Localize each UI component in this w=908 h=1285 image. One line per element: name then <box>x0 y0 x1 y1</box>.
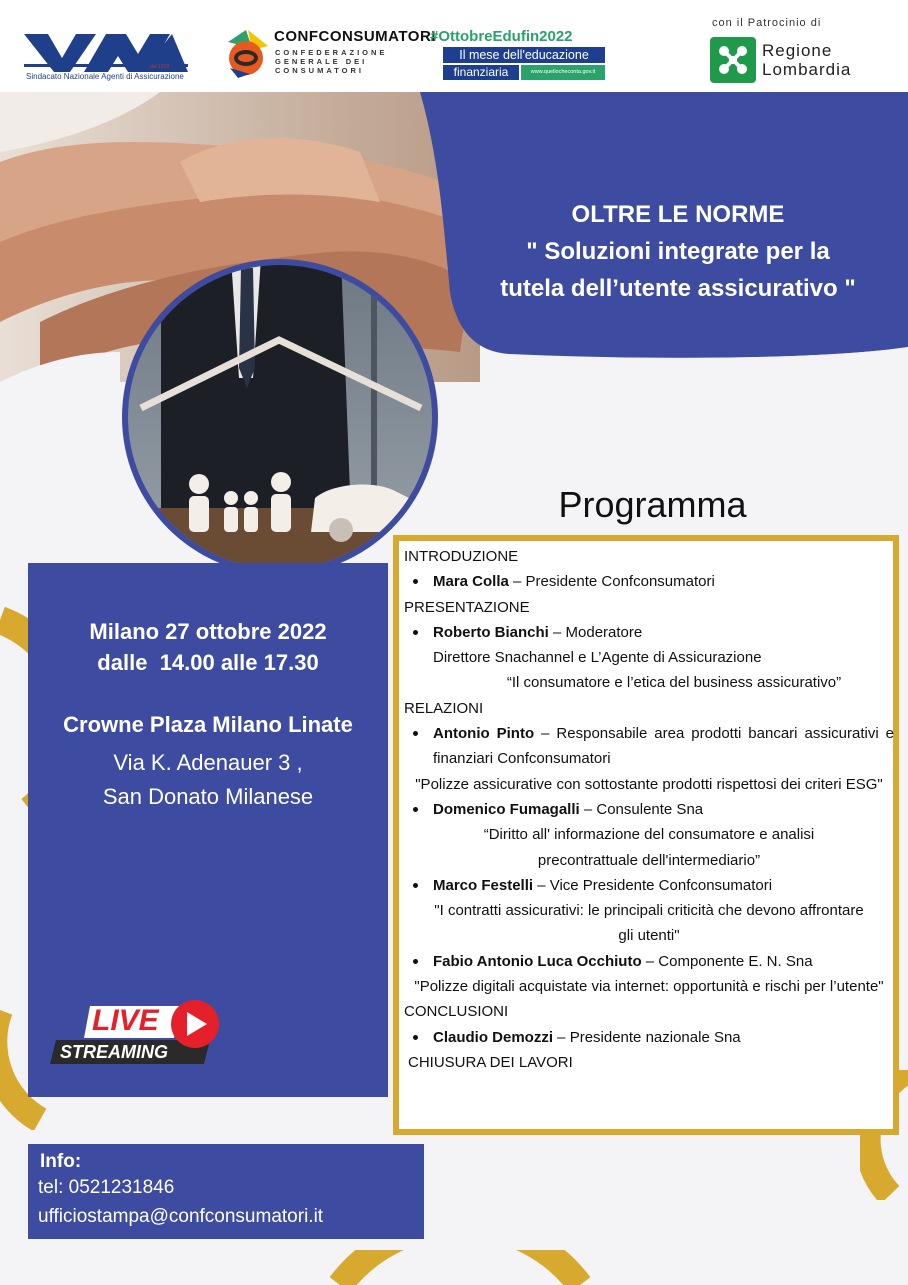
title-line-3: tutela dell’utente assicurativo " <box>500 275 856 302</box>
address-line-2: San Donato Milanese <box>102 784 314 809</box>
regione-lombardia-logo-icon <box>710 37 756 83</box>
address-line-1: Via K. Adenauer 3 , <box>113 750 303 775</box>
event-date-text: Milano 27 ottobre 2022 <box>89 619 327 644</box>
live-label: LIVE <box>92 1004 159 1037</box>
talk-title: “Il consumatore e l’etica del business assicurativo” <box>506 674 842 692</box>
info-heading: Info: <box>40 1151 82 1172</box>
speaker-role: – Vice Presidente Confconsumatori <box>533 876 773 894</box>
talk-title: "Polizze assicurative con sottostante prodotti rispettosi dei criteri ESG" <box>415 775 883 793</box>
speaker-role: – Presidente nazionale Sna <box>553 1028 741 1046</box>
sna-year: dal 1919 <box>150 64 170 70</box>
talk-title: "I contratti assicurativi: le principali criticità che devono affrontare gli utenti" <box>434 902 864 945</box>
section-introduzione: INTRODUZIONE <box>404 548 519 565</box>
event-venue: Crowne Plaza Milano Linate <box>63 712 353 737</box>
speaker-role: – Consulente Sna <box>579 800 704 818</box>
section-chiusura: CHIUSURA DEI LAVORI <box>408 1053 573 1071</box>
edufin-line2: finanziaria <box>443 65 519 80</box>
event-time-text: dalle 14.00 alle 17.30 <box>97 650 319 675</box>
section-presentazione: PRESENTAZIONE <box>404 598 530 616</box>
section-relazioni: RELAZIONI <box>404 699 484 717</box>
patronage-label: con il Patrocinio di <box>712 17 822 29</box>
confconsumatori-title: CONFCONSUMATORI <box>274 28 436 45</box>
speaker-name: Roberto Bianchi <box>433 623 549 641</box>
title-line-1: OLTRE LE NORME <box>571 201 785 228</box>
speaker-role-detail: Direttore Snachannel e L’Agente di Assicurazione <box>433 649 762 667</box>
programme-list <box>404 544 894 1075</box>
confconsumatori-subtitle: CONFEDERAZIONE GENERALE DEI CONSUMATORI <box>275 48 388 75</box>
title-line-2: " Soluzioni integrate per la <box>526 238 830 265</box>
speaker-name: Mara Colla <box>433 573 509 591</box>
speaker-demozzi <box>404 1025 894 1050</box>
info-email: ufficiostampa@confconsumatori.it <box>38 1206 324 1227</box>
speaker-name: Antonio Pinto <box>433 725 535 743</box>
talk-title: “Diritto all' informazione del consumatore e analisi precontrattuale dell'intermediario” <box>483 826 815 869</box>
event-address <box>28 746 388 814</box>
speaker-name: Marco Festelli <box>433 876 534 894</box>
sna-subtitle: Sindacato Nazionale Agenti di Assicurazione <box>26 72 184 81</box>
speaker-role: – Responsabile area prodotti bancari assicurativi e finanziari Confconsumatori <box>433 725 894 768</box>
edufin-hashtag: #OttobreEdufin2022 <box>430 28 573 45</box>
speaker-pinto <box>404 721 894 772</box>
speaker-occhiuto <box>404 949 894 974</box>
info-phone: tel: 0521231846 <box>38 1177 175 1198</box>
edufin-line1: Il mese dell'educazione <box>443 47 605 63</box>
insurance-family-photo <box>121 258 439 576</box>
streaming-label: STREAMING <box>60 1042 168 1062</box>
speaker-festelli <box>404 873 894 898</box>
lombardia-label: Lombardia <box>762 60 852 79</box>
speaker-role: – Moderatore <box>548 623 643 641</box>
speaker-name: Domenico Fumagalli <box>433 800 580 818</box>
talk-title: "Polizze digitali acquistate via internet: opportunità e rischi per l’utente" <box>414 978 884 996</box>
regione-label: Regione <box>762 41 833 60</box>
speaker-colla <box>404 569 894 594</box>
speaker-name: Fabio Antonio Luca Occhiuto <box>433 952 642 970</box>
gold-arc-bottom <box>330 1250 590 1285</box>
speaker-fumagalli <box>404 797 894 822</box>
event-date <box>28 616 388 678</box>
live-streaming-badge <box>50 1000 225 1070</box>
event-title <box>448 196 908 307</box>
edufin-site: www.quellocheconta.gov.it <box>521 65 605 80</box>
speaker-role: – Componente E. N. Sna <box>641 952 813 970</box>
speaker-role: – Presidente Confconsumatori <box>508 573 715 591</box>
confconsumatori-logo-icon <box>222 28 270 80</box>
speaker-name: Claudio Demozzi <box>433 1028 554 1046</box>
section-conclusioni: CONCLUSIONI <box>404 1003 509 1021</box>
speaker-bianchi <box>404 620 894 645</box>
programma-heading: Programma <box>558 484 747 525</box>
